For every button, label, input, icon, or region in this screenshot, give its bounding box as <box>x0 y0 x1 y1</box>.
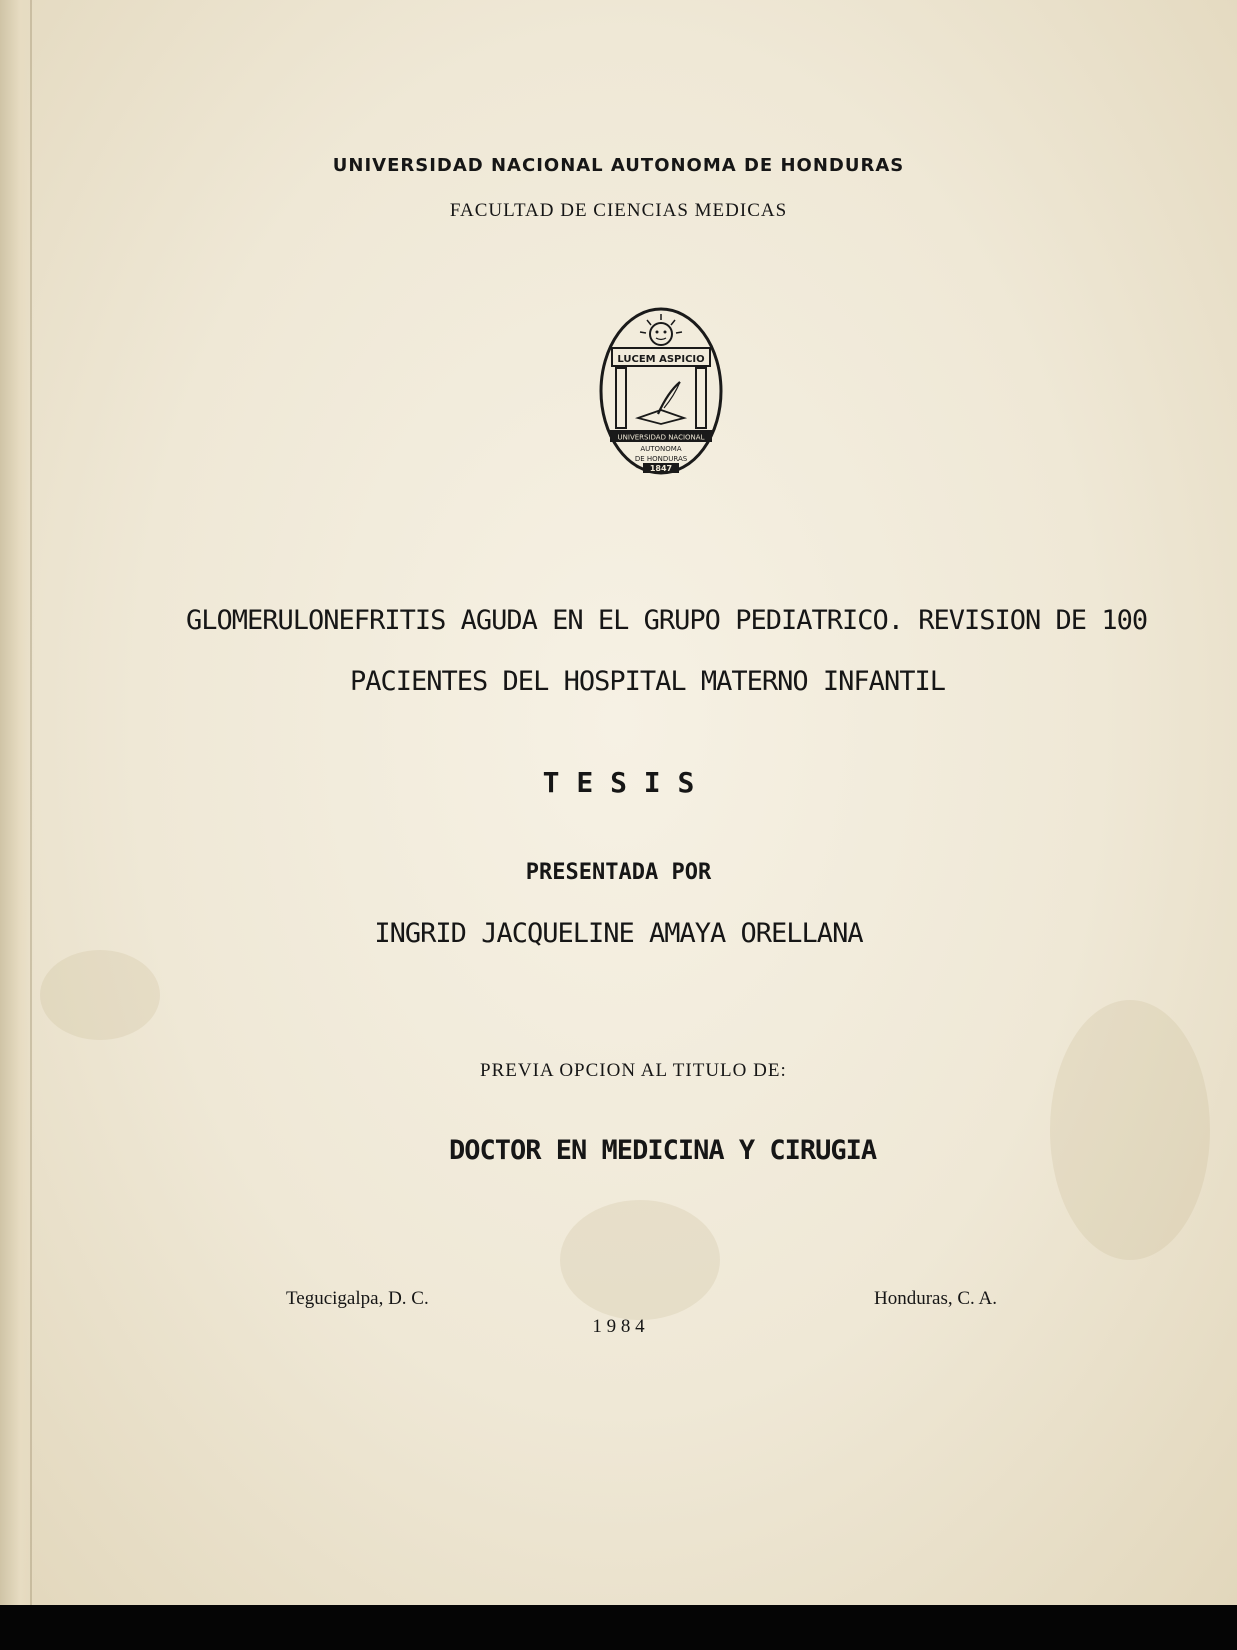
faculty-name: FACULTAD DE CIENCIAS MEDICAS <box>449 200 788 221</box>
binding-fold <box>30 0 32 1605</box>
document-type: T E S I S <box>542 766 695 799</box>
paper-stain <box>560 1200 720 1320</box>
city: Tegucigalpa, D. C. <box>286 1288 429 1309</box>
book-quill-icon <box>638 382 684 424</box>
year: 1 9 8 4 <box>592 1316 645 1337</box>
university-name: UNIVERSIDAD NACIONAL AUTONOMA DE HONDURAS <box>332 155 905 176</box>
seal-text-line2: AUTONOMA <box>640 445 682 453</box>
university-seal <box>598 306 724 476</box>
thesis-title-line2: PACIENTES DEL HOSPITAL MATERNO INFANTIL <box>350 666 945 697</box>
author-name: INGRID JACQUELINE AMAYA ORELLANA <box>374 918 863 949</box>
seal-year: 1847 <box>649 464 673 473</box>
country: Honduras, C. A. <box>874 1288 997 1309</box>
presented-by-label: PRESENTADA POR <box>525 860 712 885</box>
degree-intro: PREVIA OPCION AL TITULO DE: <box>480 1060 787 1081</box>
paper-stain <box>40 950 160 1040</box>
sun-icon <box>640 314 682 345</box>
page-edge-shadow <box>0 0 34 1605</box>
seal-text-line1: UNIVERSIDAD NACIONAL <box>617 433 705 442</box>
seal-text-line3: DE HONDURAS <box>634 455 688 463</box>
thesis-title-line1: GLOMERULONEFRITIS AGUDA EN EL GRUPO PEDIATRICO. REVISION DE 100 <box>186 605 1148 636</box>
paper-stain <box>1050 1000 1210 1260</box>
seal-motto: LUCEM ASPICIO <box>617 354 705 365</box>
degree-title: DOCTOR EN MEDICINA Y CIRUGIA <box>449 1135 877 1166</box>
